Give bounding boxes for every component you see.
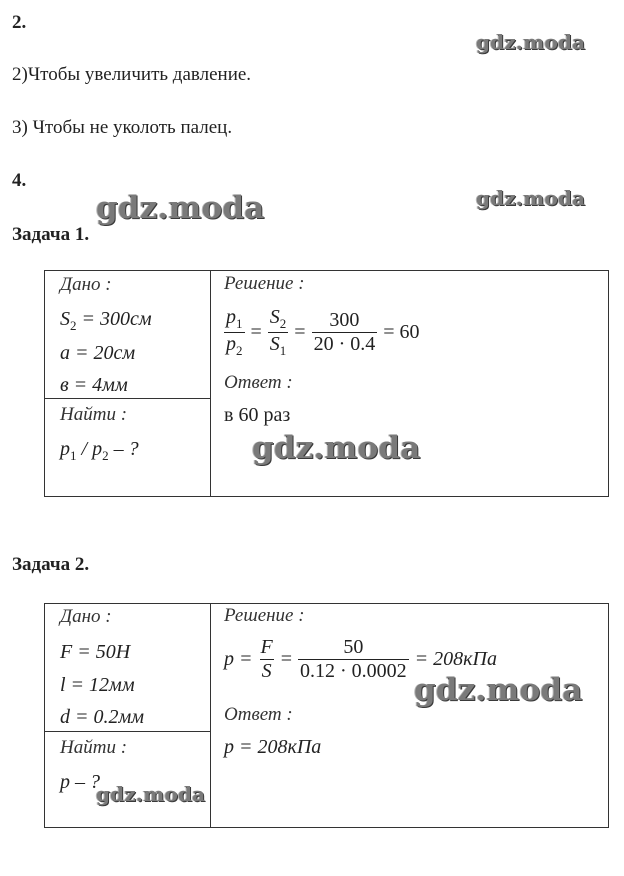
given-l: l = 12мм xyxy=(60,674,135,696)
answer-value: в 60 раз xyxy=(224,404,291,426)
table-divider xyxy=(210,270,211,497)
given-s2: $S_2 = 300см$ xyxy=(60,308,152,333)
given-b: в = 4мм xyxy=(60,374,128,396)
task-1-title: Задача 1. xyxy=(12,224,90,245)
table-divider xyxy=(44,731,210,732)
given-a: a = 20см xyxy=(60,342,136,364)
solution-label: Решение : xyxy=(224,273,305,294)
find-label: Найти : xyxy=(60,404,128,425)
question-4-heading: 4. xyxy=(12,170,27,191)
answer-line-2: 2)Чтобы увеличить давление. xyxy=(12,64,252,85)
watermark: gdz.moda xyxy=(96,782,206,806)
solution-formula: $\frac{p_1}{p_2}$ = $\frac{S_2}{S_1}$ = $\frac{300}{20 \cdot 0.4}$ = 60 xyxy=(226,306,420,358)
given-label: Дано : xyxy=(60,274,112,295)
find-pressure: p – ? xyxy=(60,771,100,793)
answer-value: p = 208кПа xyxy=(224,736,322,758)
table-divider xyxy=(44,398,210,399)
watermark: gdz.moda xyxy=(476,186,586,210)
watermark: gdz.moda xyxy=(476,30,586,54)
solution-formula: p = $\frac{F}{S}$ = $\frac{50}{0.12 \cdot 0.0002}$ = 208кПа xyxy=(224,636,497,682)
task-2-title: Задача 2. xyxy=(12,554,90,575)
given-d: d = 0.2мм xyxy=(60,706,145,728)
watermark: gdz.moda xyxy=(96,190,265,226)
answer-label: Ответ : xyxy=(224,704,293,725)
question-2-heading: 2. xyxy=(12,12,27,33)
find-ratio: $p_1 / p_2$ – ? xyxy=(60,438,139,463)
watermark: gdz.moda xyxy=(414,672,583,708)
find-label: Найти : xyxy=(60,737,128,758)
answer-label: Ответ : xyxy=(224,372,293,393)
answer-line-3: 3) Чтобы не уколоть палец. xyxy=(12,117,233,138)
table-divider xyxy=(210,603,211,828)
given-f: F = 50H xyxy=(60,641,131,663)
given-label: Дано : xyxy=(60,606,112,627)
watermark: gdz.moda xyxy=(252,430,421,466)
solution-label: Решение : xyxy=(224,605,305,626)
